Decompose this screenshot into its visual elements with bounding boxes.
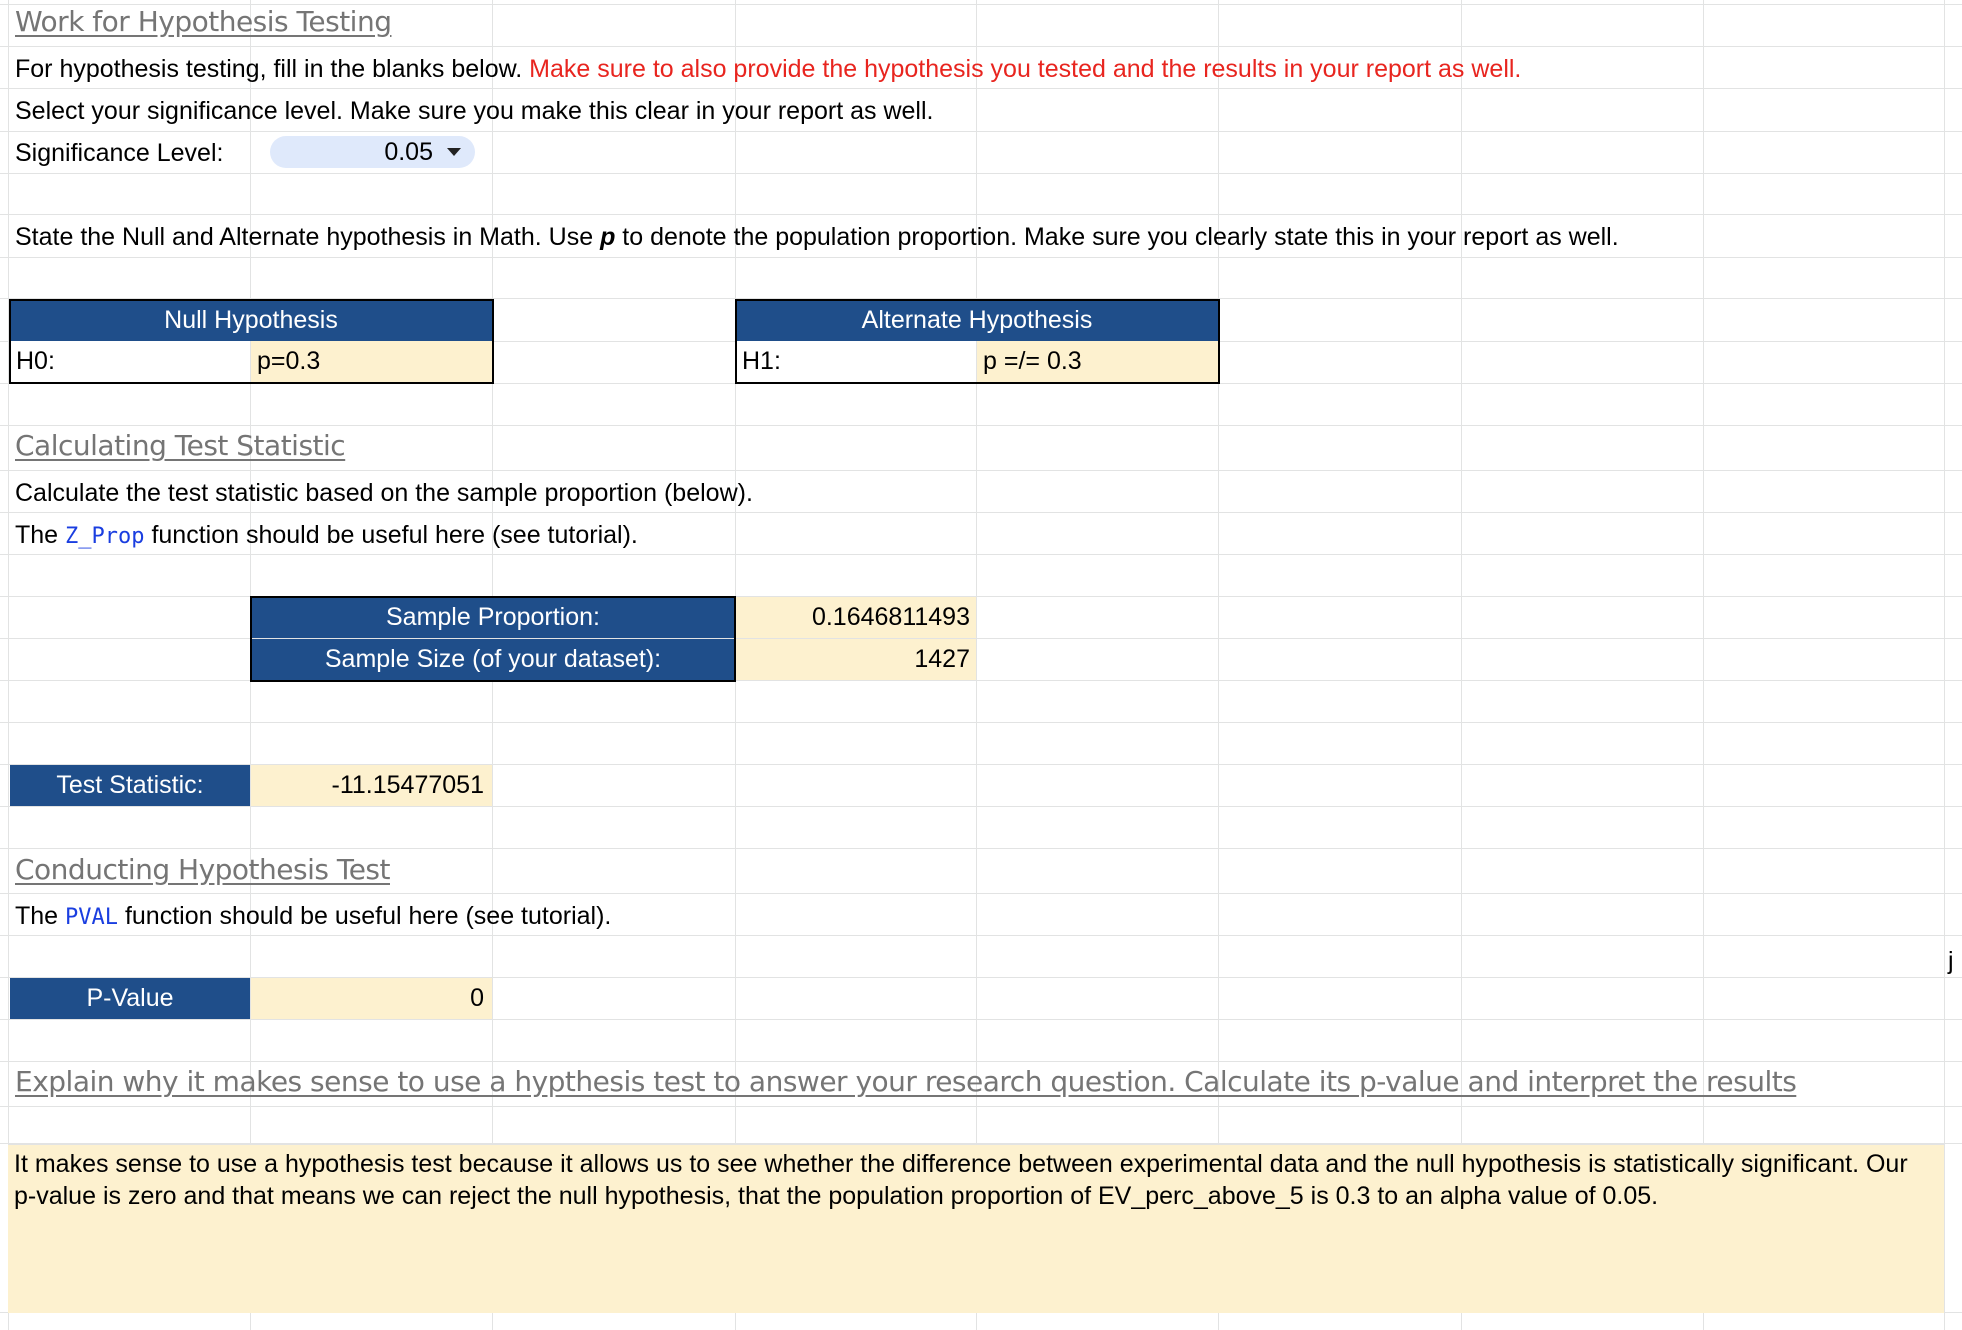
significance-label: Significance Level:: [15, 139, 224, 167]
state-hypothesis-text: [15, 222, 1619, 252]
pval-line: [15, 901, 611, 933]
test-statistic-value-text: -11.15477051: [331, 771, 484, 799]
h1-label[interactable]: [736, 341, 976, 382]
sample-proportion-label: Sample Proportion:: [251, 597, 735, 638]
sheet-title: Work for Hypothesis Testing: [15, 5, 392, 38]
pval-func-name: PVAL: [65, 905, 119, 930]
sample-proportion-value-text: 0.1646811493: [811, 603, 970, 631]
instruction-red: Make sure to also provide the hypothesis you tested and the results in your report as well.: [529, 55, 1522, 83]
state-hypothesis-pre: State the Null and Alternate hypothesis in Math. Use: [15, 223, 601, 251]
h1-value[interactable]: [977, 341, 1218, 382]
pvalue-label: P-Value: [10, 978, 250, 1019]
pval-pre: The: [15, 902, 66, 930]
stray-char: j: [1948, 947, 1954, 975]
explanation-text: It makes sense to use a hypothesis test because it allows us to see whether the difference between experimental data and the null hypothesis is statistically significant. Our p-value is zero and that means we can reject the null hypothesis, that the population proportion of EV_perc_above_5 is 0.3 to an alpha value of 0.05.: [14, 1150, 1908, 1210]
pval-post: function should be useful here (see tutorial).: [118, 902, 612, 930]
null-hypothesis-header: Null Hypothesis: [10, 300, 492, 341]
zprop-line: [15, 520, 638, 552]
significance-value: 0.05: [384, 137, 433, 166]
h0-label-text: H0:: [16, 347, 55, 375]
test-statistic-section-title: Calculating Test Statistic: [15, 429, 346, 462]
h0-label[interactable]: [10, 341, 250, 382]
select-significance-text: Select your significance level. Make sure you make this clear in your report as well.: [15, 97, 934, 125]
sample-proportion-value[interactable]: [736, 597, 976, 638]
pvalue-value-text: 0: [470, 984, 484, 1012]
instruction-main: For hypothesis testing, fill in the blanks below.: [15, 55, 530, 83]
zprop-pre: The: [15, 521, 66, 549]
state-hypothesis-post: to denote the population proportion. Make sure you clearly state this in your report as well.: [615, 223, 1619, 251]
h1-value-text: p =/= 0.3: [983, 347, 1082, 375]
pvalue-value[interactable]: [251, 978, 492, 1019]
chevron-down-icon: [447, 148, 461, 156]
instruction-line: [15, 54, 1521, 84]
sample-size-label: Sample Size (of your dataset):: [251, 639, 735, 680]
sample-size-value[interactable]: [736, 639, 976, 680]
h1-label-text: H1:: [742, 347, 781, 375]
explanation-title: Explain why it makes sense to use a hypthesis test to answer your research question. Calculate its p-value and interpret the results: [15, 1065, 1797, 1098]
sample-size-value-text: 1427: [914, 645, 970, 673]
test-statistic-desc: Calculate the test statistic based on the sample proportion (below).: [15, 479, 753, 507]
h0-value[interactable]: [251, 341, 492, 382]
significance-dropdown[interactable]: [270, 136, 475, 168]
alternate-hypothesis-header: Alternate Hypothesis: [736, 300, 1218, 341]
p-symbol: p: [600, 223, 616, 251]
h0-value-text: p=0.3: [257, 347, 321, 375]
zprop-post: function should be useful here (see tutorial).: [144, 521, 638, 549]
test-statistic-label: Test Statistic:: [10, 765, 250, 806]
zprop-func-name: Z_Prop: [65, 524, 145, 549]
conducting-section-title: Conducting Hypothesis Test: [15, 853, 390, 886]
test-statistic-value[interactable]: [251, 765, 492, 806]
